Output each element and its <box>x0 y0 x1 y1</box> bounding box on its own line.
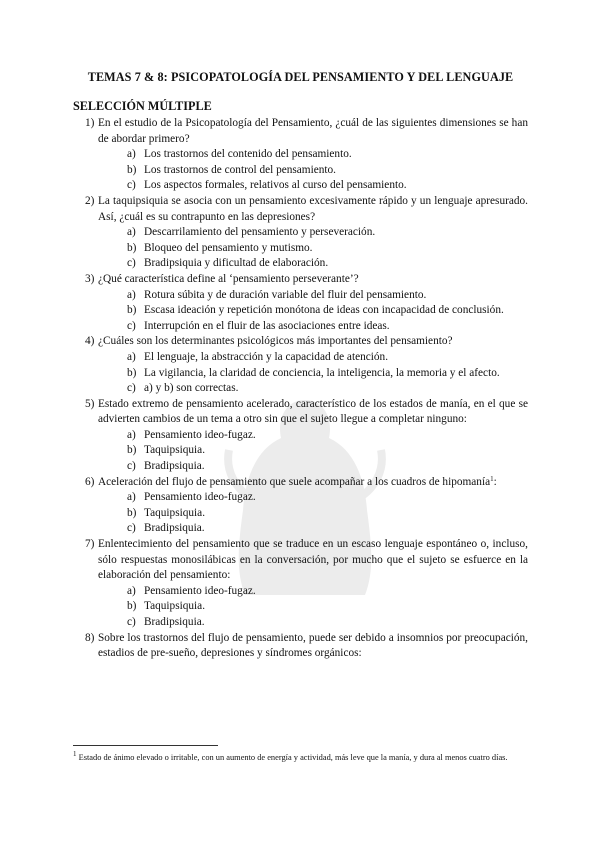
option-list <box>98 147 528 194</box>
option-letter: c ) <box>127 459 136 475</box>
option-text: Los trastornos de control del pensamiento. <box>144 163 337 176</box>
option-letter: c ) <box>127 381 136 397</box>
question-number: 5 ) <box>85 397 96 413</box>
option-item <box>98 256 528 272</box>
option-item <box>98 241 528 257</box>
option-item <box>98 366 528 382</box>
option-letter: b ) <box>127 241 136 257</box>
question-number: 8 ) <box>85 631 96 647</box>
option-item <box>98 163 528 179</box>
question-item <box>73 334 528 396</box>
question-number: 4 ) <box>85 334 96 350</box>
option-letter: c ) <box>127 319 136 335</box>
option-item <box>98 350 528 366</box>
document-page <box>73 70 528 662</box>
option-letter: b ) <box>127 163 136 179</box>
question-item <box>73 397 528 475</box>
question-text: La taquipsiquia se asocia con un pensamiento excesivamente rápido y un lenguaje apresurado. Así, ¿cuál es su contrapunto en las depresiones? <box>98 194 528 223</box>
option-text: Pensamiento ideo-fugaz. <box>144 428 256 441</box>
option-text: El lenguaje, la abstracción y la capacidad de atención. <box>144 350 389 363</box>
option-text: Taquipsiquia. <box>144 600 206 613</box>
option-letter: b ) <box>127 443 136 459</box>
option-text: Escasa ideación y repetición monótona de ideas con incapacidad de conclusión. <box>144 304 504 317</box>
question-number: 2 ) <box>85 194 96 210</box>
option-letter: b ) <box>127 366 136 382</box>
option-list <box>98 350 528 397</box>
option-text: Interrupción en el fluir de las asociaciones entre ideas. <box>144 319 390 332</box>
option-item <box>98 521 528 537</box>
question-item <box>73 116 528 194</box>
question-number: 1 ) <box>85 116 96 132</box>
option-item <box>98 225 528 241</box>
option-text: Taquipsiquia. <box>144 444 206 457</box>
option-item <box>98 490 528 506</box>
option-text: Taquipsiquia. <box>144 506 206 519</box>
option-item <box>98 584 528 600</box>
option-list <box>98 584 528 631</box>
option-item <box>98 147 528 163</box>
footnote-divider <box>73 745 218 746</box>
question-text: ¿Qué característica define al ‘pensamiento perseverante’? <box>98 272 359 285</box>
question-text-suffix: : <box>493 475 497 488</box>
option-letter: b ) <box>127 303 136 319</box>
option-item <box>98 319 528 335</box>
question-item <box>73 631 528 662</box>
option-item <box>98 459 528 475</box>
footnote-mark: 1 <box>73 750 77 758</box>
option-text: Bradipsiquia. <box>144 522 205 535</box>
section-heading: SELECCIÓN MÚLTIPLE <box>73 99 212 113</box>
option-item <box>98 615 528 631</box>
option-text: Bradipsiquia. <box>144 460 205 473</box>
option-list <box>98 225 528 272</box>
footnote-text: Estado de ánimo elevado o irritable, con un aumento de energía y actividad, más leve que la manía, y dura al menos cuatro días. <box>78 753 508 762</box>
option-text: a) y b) son correctas. <box>144 382 239 395</box>
option-list <box>98 288 528 335</box>
option-list <box>98 428 528 475</box>
option-letter: a ) <box>127 147 136 163</box>
question-item <box>73 272 528 334</box>
option-letter: c ) <box>127 615 136 631</box>
question-list <box>73 116 528 662</box>
option-text: La vigilancia, la claridad de conciencia, la inteligencia, la memoria y el afecto. <box>144 366 500 379</box>
question-item <box>73 537 528 631</box>
question-text: ¿Cuáles son los determinantes psicológicos más importantes del pensamiento? <box>98 335 453 348</box>
option-letter: a ) <box>127 428 136 444</box>
option-text: Bradipsiquia. <box>144 616 205 628</box>
option-list <box>98 490 528 537</box>
document-title: TEMAS 7 & 8: PSICOPATOLOGÍA DEL PENSAMIENTO Y DEL LENGUAJE <box>87 70 514 84</box>
question-text: Enlentecimiento del pensamiento que se traduce en un escaso lenguaje espontáneo o, incluso, sólo respuestas monosilábicas en la conversación, por mucho que el sujeto se esfuerce en la elaboración del pensamiento: <box>98 538 528 582</box>
option-letter: a ) <box>127 350 136 366</box>
question-text: Estado extremo de pensamiento acelerado, característico de los estados de manía, en el que se advierten cambios de un tema a otro sin que el sujeto llegue a completar ninguno: <box>98 397 528 426</box>
option-item <box>98 178 528 194</box>
option-letter: c ) <box>127 256 136 272</box>
option-letter: a ) <box>127 288 136 304</box>
option-letter: c ) <box>127 521 136 537</box>
option-item <box>98 288 528 304</box>
option-item <box>98 443 528 459</box>
option-letter: b ) <box>127 599 136 615</box>
question-text: Sobre los trastornos del flujo de pensamiento, puede ser debido a insomnios por preocupación, estadios de pre-sueño, depresiones y síndromes orgánicos: <box>98 631 528 660</box>
option-text: Los trastornos del contenido del pensamiento. <box>144 148 352 161</box>
option-letter: a ) <box>127 584 136 600</box>
option-text: Bloqueo del pensamiento y mutismo. <box>144 241 313 254</box>
question-text: En el estudio de la Psicopatología del Pensamiento, ¿cuál de las siguientes dimensiones se han de abordar primero? <box>98 117 528 145</box>
option-letter: a ) <box>127 490 136 506</box>
option-item <box>98 506 528 522</box>
option-text: Bradipsiquia y dificultad de elaboración. <box>144 257 329 270</box>
option-text: Los aspectos formales, relativos al curso del pensamiento. <box>144 179 407 192</box>
question-item <box>73 475 528 537</box>
option-text: Pensamiento ideo-fugaz. <box>144 491 256 504</box>
question-item <box>73 194 528 272</box>
option-text: Pensamiento ideo-fugaz. <box>144 584 256 597</box>
option-item <box>98 599 528 615</box>
option-letter: c ) <box>127 178 136 194</box>
question-number: 3 ) <box>85 272 96 288</box>
question-number: 7 ) <box>85 537 96 553</box>
option-item <box>98 303 528 319</box>
option-text: Rotura súbita y de duración variable del fluir del pensamiento. <box>144 288 427 301</box>
footnote-reference: 1 <box>490 474 494 483</box>
question-text: Aceleración del flujo de pensamiento que suele acompañar a los cuadros de hipomanía <box>98 475 491 488</box>
option-letter: a ) <box>127 225 136 241</box>
footnote <box>73 752 528 763</box>
option-text: Descarrilamiento del pensamiento y perseveración. <box>144 226 376 239</box>
option-item <box>98 381 528 397</box>
option-item <box>98 428 528 444</box>
option-letter: b ) <box>127 506 136 522</box>
question-number: 6 ) <box>85 475 96 491</box>
